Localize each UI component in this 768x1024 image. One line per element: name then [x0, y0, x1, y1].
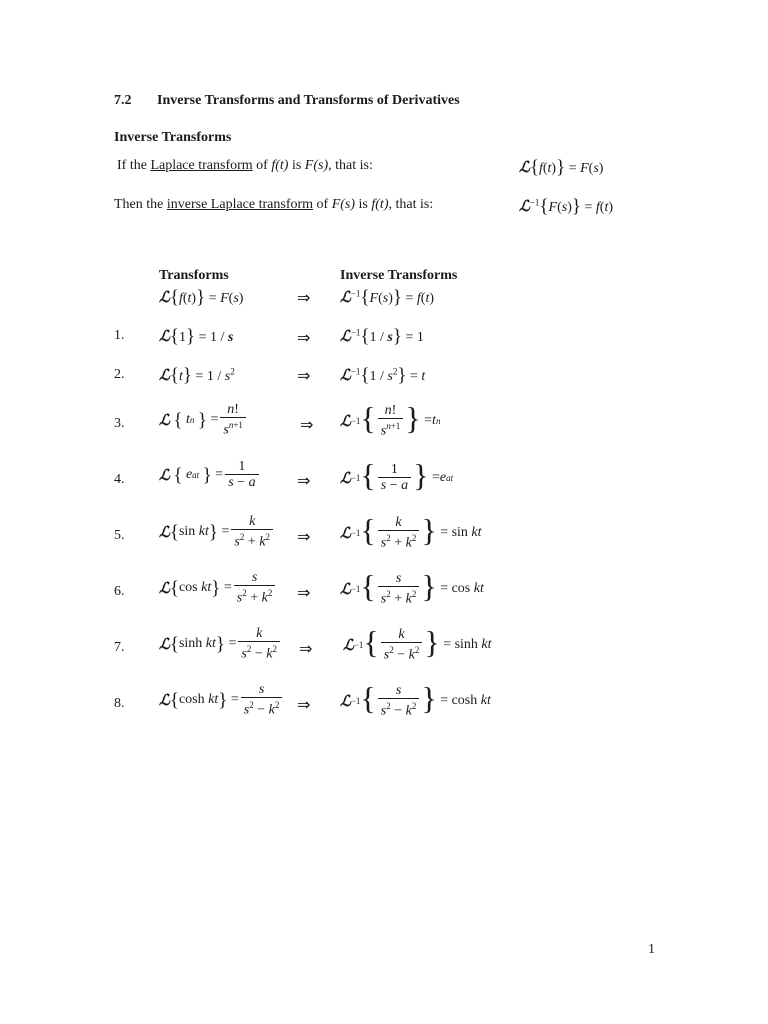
transform-1: ℒ{1} = 1 / s	[159, 326, 234, 347]
transform-4: ℒ { e at } = $\frac{1}{s - a}$	[159, 459, 261, 490]
arrow-icon: ⇒	[297, 695, 311, 714]
item-number: 5.	[114, 528, 125, 543]
subheading: Inverse Transforms	[114, 130, 232, 145]
inverse-8: ℒ −1 { $\frac{s}{s^2 - k^2}$ } = cosh kt	[340, 680, 491, 719]
general-inverse: ℒ$^{-1}${F(s)} = f(t)	[340, 287, 435, 308]
item-number: 8.	[114, 696, 125, 711]
page-number: 1	[648, 942, 655, 957]
arrow-icon: ⇒	[297, 471, 311, 490]
inverse-6: ℒ −1 { $\frac{s}{s^2 + k^2}$ } = cos kt	[340, 568, 484, 607]
inverse-7: ℒ −1 { $\frac{k}{s^2 - k^2}$ } = sinh kt	[343, 624, 492, 663]
inverse-1: ℒ$^{-1}${1 / s} = 1	[340, 326, 424, 347]
item-number: 6.	[114, 584, 125, 599]
arrow-icon: ⇒	[299, 639, 313, 658]
transform-2: ℒ{t} = $1 / s^2$	[159, 365, 235, 386]
section-title: Inverse Transforms and Transforms of Derivatives	[157, 93, 460, 108]
intro-line-1: If the Laplace transform of f(t) is F(s), that is:	[117, 158, 373, 173]
item-number: 4.	[114, 472, 125, 487]
arrow-icon: ⇒	[297, 366, 311, 385]
inverse-5: ℒ −1 { $\frac{k}{s^2 + k^2}$ } = sin kt	[340, 512, 482, 551]
item-number: 7.	[114, 640, 125, 655]
item-number: 1.	[114, 328, 125, 343]
laplace-transform-link[interactable]: Laplace transform	[150, 158, 253, 173]
transform-8: ℒ { cosh kt } = $\frac{s}{s^2 - k^2}$	[159, 682, 284, 718]
transform-5: ℒ { sin kt } = $\frac{k}{s^2 + k^2}$	[159, 514, 275, 550]
inverse-3: ℒ −1 { $\frac{n!}{s^{n+1}}$ } = t n	[340, 400, 441, 439]
col-header-transforms: Transforms	[159, 268, 229, 283]
col-header-inverse: Inverse Transforms	[340, 268, 458, 283]
definition-inverse: ℒ$^{-1}${F(s)} = f(t)	[519, 196, 614, 217]
arrow-icon: ⇒	[297, 527, 311, 546]
inverse-laplace-link[interactable]: inverse Laplace transform	[166, 197, 314, 212]
arrow-icon: ⇒	[297, 583, 311, 602]
arrow-icon: ⇒	[297, 288, 311, 307]
arrow-icon: ⇒	[300, 415, 314, 434]
item-number: 3.	[114, 416, 125, 431]
section-heading	[114, 93, 460, 109]
transform-6: ℒ { cos kt } = $\frac{s}{s^2 + k^2}$	[159, 570, 277, 606]
transform-3: ℒ { t n } = $\frac{n!}{s^{n+1}}$	[159, 402, 248, 438]
definition-forward: ℒ{f(t)} = F(s)	[519, 157, 604, 178]
general-transform: ℒ{f(t)} = F(s)	[159, 287, 244, 308]
intro-line-2: Then the inverse Laplace transform of F(s) is f(t), that is:	[114, 197, 434, 212]
section-number: 7.2	[114, 93, 132, 108]
transform-7: ℒ { sinh kt } = $\frac{k}{s^2 - k^2}$	[159, 626, 282, 662]
inverse-4: ℒ −1 { $\frac{1}{s - a}$ } = e at	[340, 457, 454, 493]
arrow-icon: ⇒	[297, 328, 311, 347]
item-number: 2.	[114, 367, 125, 382]
inverse-2: ℒ$^{-1}${1 / $s^2\} = t$	[340, 365, 426, 386]
